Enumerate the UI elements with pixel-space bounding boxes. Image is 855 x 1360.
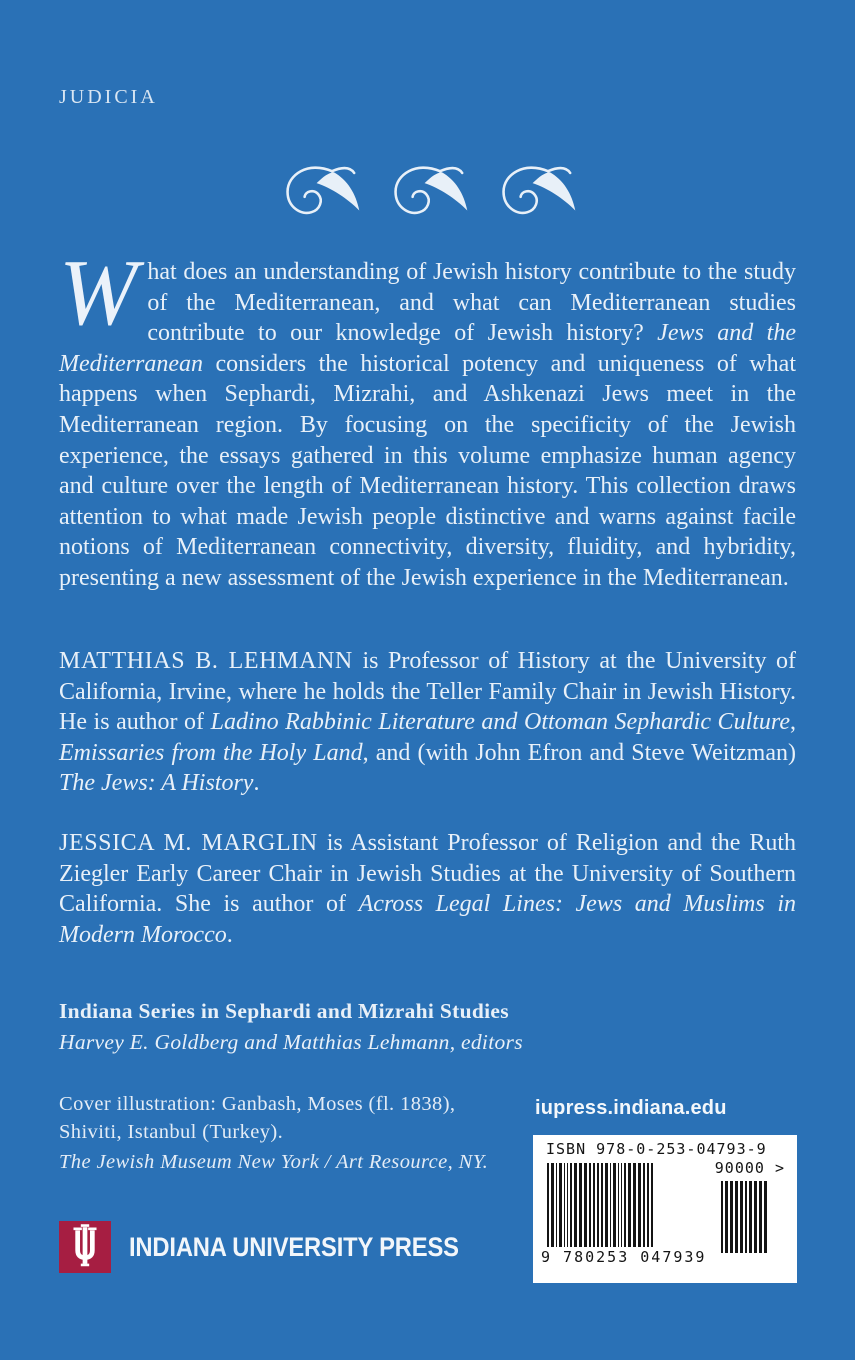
author-bio-lehmann: MATTHIAS B. LEHMANN is Professor of History at the University of California, Irvine, where he holds the Teller Family Chair in Jewish History. He is author of Ladino Rabbinic Literature and Ottoman Sephardic Culture, Emissaries from the Holy Land, and (with John Efron and Steve Weitzman) The Jews: A History.	[59, 648, 797, 797]
ean13-barcode-bars	[547, 1163, 709, 1247]
publisher-website: iupress.indiana.edu	[535, 1097, 727, 1119]
ean-digits: 9 780253 047939	[541, 1248, 707, 1266]
series-title: Indiana Series in Sephardi and Mizrahi Studies	[59, 999, 509, 1023]
iu-trident-icon	[68, 1223, 102, 1272]
credit-line-2: Shiviti, Istanbul (Turkey).	[59, 1121, 284, 1143]
publisher-name: INDIANA UNIVERSITY PRESS	[129, 1231, 459, 1262]
flourish-ornament-icon	[279, 156, 361, 224]
flourish-ornament-row	[0, 156, 855, 224]
credit-line-3: The Jewish Museum New York / Art Resource, NY.	[59, 1151, 489, 1173]
series-block	[59, 996, 523, 1058]
description-text: hat does an understanding of Jewish history contribute to the study of the Mediterranean, and what can Mediterranean studies contribute to our knowledge of Jewish history? Jews and the Mediterranean considers the historical potency and uniqueness of what happens when Sephardi, Mizrahi, and Ashkenazi Jews meet in the Mediterranean region. By focusing on the specificity of the Jewish experience, the essays gathered in this volume emphasize human agency and culture over the length of Mediterranean history. This collection draws attention to what made Jewish people distinctive and warns against facile notions of Mediterranean connectivity, diversity, fluidity, and hybridity, presenting a new assessment of the Jewish experience in the Mediterranean.	[59, 259, 796, 591]
credit-line-1: Cover illustration: Ganbash, Moses (fl. 1838),	[59, 1093, 456, 1115]
isbn-barcode	[533, 1135, 797, 1283]
book-description	[59, 241, 796, 594]
flourish-ornament-icon	[495, 156, 577, 224]
supplement-digits: 90000 >	[714, 1159, 785, 1177]
category-label: JUDICIA	[59, 86, 158, 108]
author-bio-marglin: JESSICA M. MARGLIN is Assistant Professor of Religion and the Ruth Ziegler Early Career Chair in Jewish Studies at the University of Southern California. She is author of Across Legal Lines: Jews and Muslims in Modern Morocco.	[59, 830, 797, 948]
iu-logo-square	[59, 1221, 111, 1273]
dropcap-letter: W	[59, 241, 138, 345]
isbn-label: ISBN 978-0-253-04793-9	[546, 1140, 767, 1158]
series-editors: Harvey E. Goldberg and Matthias Lehmann, editors	[59, 1030, 523, 1054]
supplement-barcode-bars	[721, 1181, 781, 1253]
cover-credits	[59, 1090, 488, 1176]
publisher-logo	[59, 1221, 504, 1273]
flourish-ornament-icon	[387, 156, 469, 224]
